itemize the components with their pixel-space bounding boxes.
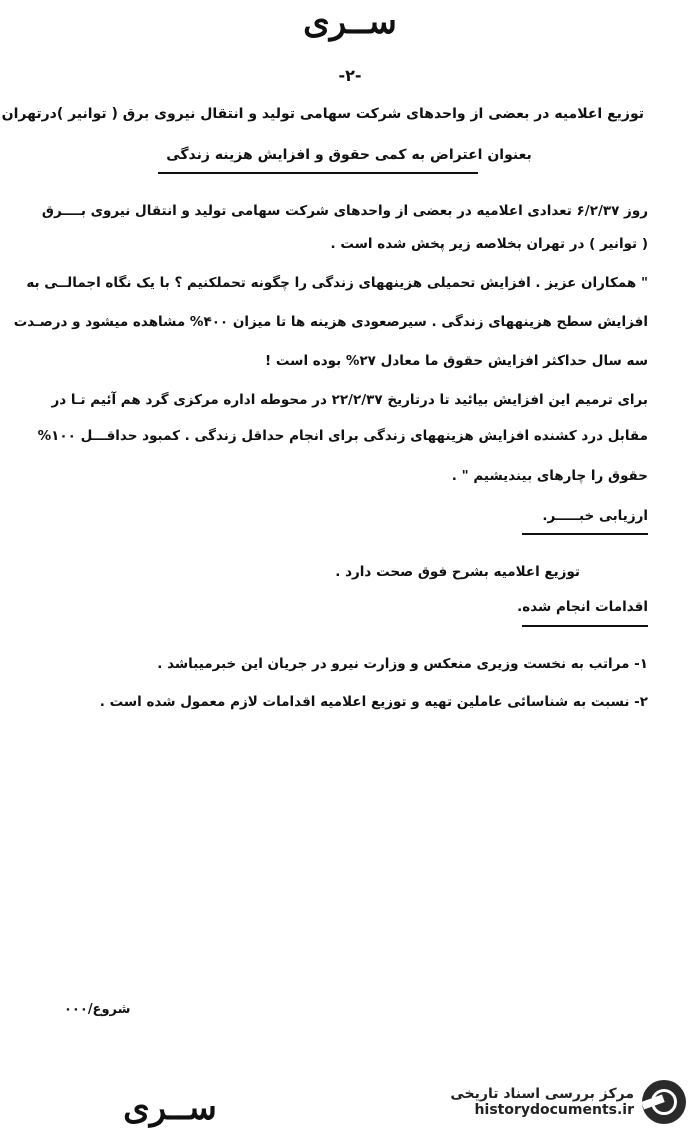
actions-underline <box>522 625 648 627</box>
archive-watermark <box>376 1072 686 1132</box>
document-title-line-2: بعنوان اعتراض به کمی حقوق و افزایش هزینه زندگی <box>166 147 532 163</box>
classification-stamp-top: ســری <box>303 2 397 42</box>
body-line: ( توانیر ) در تهران بخلاصه زیر پخش شده است . <box>330 236 648 252</box>
body-line: روز ۶/۲/۳۷ تعدادی اعلامیه در بعضی از واحدهای شرکت سهامی تولید و انتقال نیروی بــــرق <box>41 203 648 219</box>
action-item: ۲- نسبت به شناسائی عاملین تهیه و توزیع اعلامیه اقدامات لازم معمول شده است . <box>99 694 648 710</box>
body-line: " همکاران عزیز . افزایش تحمیلی هزینههای زندگی را چگونه تحملکنیم ؟ با یک نگاه اجمالــی به <box>26 275 648 291</box>
body-line: حقوق را چارهای بیندیشیم " . <box>451 468 648 484</box>
assessment-underline <box>522 533 648 535</box>
actions-heading: اقدامات انجام شده. <box>517 599 648 615</box>
classification-stamp-bottom: ســری <box>123 1088 217 1128</box>
document-code: شروع/۰۰۰ <box>64 1002 131 1017</box>
watermark-title: مرکز بررسی اسناد تاریخی <box>450 1086 634 1102</box>
assessment-heading: ارزیابی خبـــــر. <box>542 508 648 524</box>
document-title-line-1: توزیع اعلامیه در بعضی از واحدهای شرکت سهامی تولید و انتقال نیروی برق ( توانیر )درتهران <box>1 106 644 122</box>
body-line: سه سال حداکثر افزایش حقوق ما معادل ۲۷% بوده است ! <box>265 353 648 369</box>
page-number: -۲- <box>338 66 362 85</box>
body-line: افزایش سطح هزینههای زندگی . سیرصعودی هزینه ها تا میزان ۴۰۰% مشاهده میشود و درصـدت <box>13 314 648 330</box>
title-underline <box>158 172 478 174</box>
body-line: مقابل درد کشنده افزایش هزینههای زندگی برای انجام حداقل زندگی . کمبود حداقـــل ۱۰۰% <box>37 428 648 444</box>
action-item: ۱- مراتب به نخست وزیری منعکس و وزارت نیرو در جریان این خبرمیباشد . <box>157 656 648 672</box>
watermark-url: historydocuments.ir <box>474 1102 634 1118</box>
body-line: برای ترمیم این افزایش بیائید تا درتاریخ ۲۲/۲/۳۷ در محوطه اداره مرکزی گرد هم آئیم تـا در <box>51 392 648 408</box>
assessment-text: توزیع اعلامیه بشرح فوق صحت دارد . <box>335 564 580 580</box>
archive-logo-icon <box>642 1080 686 1124</box>
